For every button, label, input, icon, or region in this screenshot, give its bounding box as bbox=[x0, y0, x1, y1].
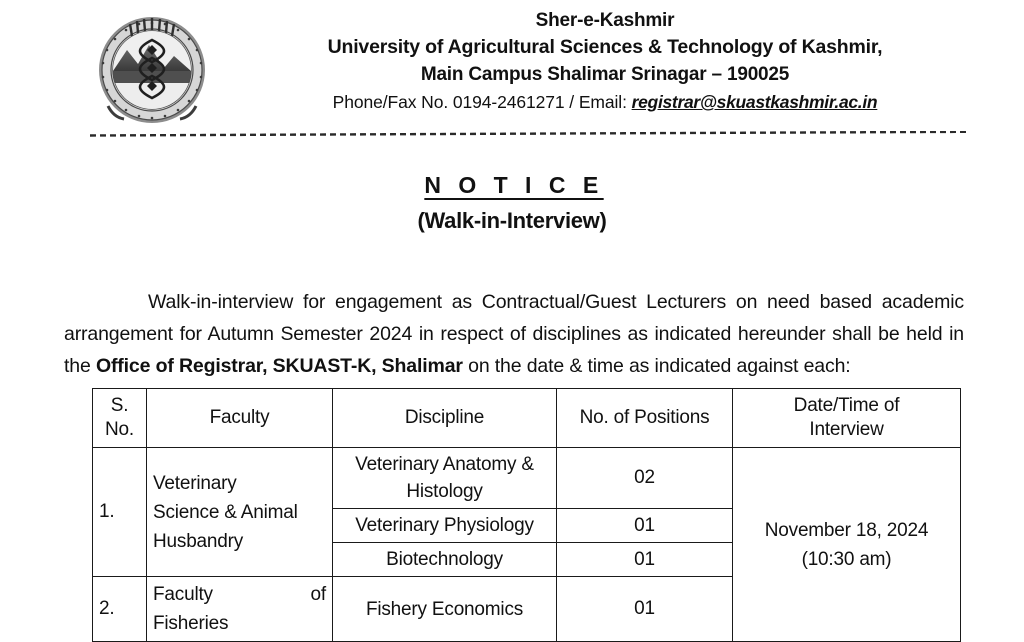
body-text-part2: on the date & time as indicated against each: bbox=[462, 354, 851, 377]
column-header-date-time bbox=[733, 389, 961, 448]
institution-name-line2: University of Agricultural Sciences & Technology of Kashmir, bbox=[327, 36, 883, 58]
discipline-name bbox=[333, 448, 557, 509]
table-header-row bbox=[93, 389, 961, 448]
notice-heading-block bbox=[0, 172, 1024, 234]
positions-count: 01 bbox=[557, 543, 733, 577]
notice-body-paragraph bbox=[64, 286, 964, 382]
page-subtitle: (Walk-in-Interview) bbox=[417, 208, 607, 233]
institution-name-line1: Sher-e-Kashmir bbox=[535, 10, 675, 31]
discipline-line2: Histology bbox=[406, 481, 483, 502]
discipline-name: Biotechnology bbox=[333, 543, 557, 577]
discipline-line1: Veterinary Anatomy & bbox=[355, 454, 534, 475]
positions-table bbox=[92, 388, 961, 642]
positions-count: 01 bbox=[557, 509, 733, 543]
table-body bbox=[93, 448, 961, 642]
interview-time: (10:30 am) bbox=[801, 548, 892, 570]
faculty-line1: Faculty of bbox=[153, 584, 326, 605]
discipline-name: Fishery Economics bbox=[333, 577, 557, 642]
interview-date-time bbox=[733, 448, 961, 642]
contact-line bbox=[225, 89, 985, 115]
row-serial-number: 1. bbox=[93, 448, 147, 577]
column-header-positions: No. of Positions bbox=[557, 389, 733, 448]
faculty-line2: Fisheries bbox=[153, 613, 229, 634]
faculty-line3: Husbandry bbox=[153, 530, 244, 552]
institution-address: Main Campus Shalimar Srinagar – 190025 bbox=[420, 64, 790, 85]
letterhead-text-block bbox=[225, 8, 985, 115]
date-header-line2: Interview bbox=[809, 419, 884, 440]
row-serial-number: 2. bbox=[93, 577, 147, 642]
row-faculty-name bbox=[147, 448, 333, 577]
body-text-part1: Walk-in-interview for engagement as Contractual/Guest Lecturers on need based academic arrangement for Autumn Semester 2024 in respect of disciplines as indicated hereunder shall be held in the bbox=[64, 290, 964, 377]
discipline-name: Veterinary Physiology bbox=[333, 509, 557, 543]
body-text-emphasis: Office of Registrar, SKUAST-K, Shalimar bbox=[95, 354, 463, 377]
interview-date: November 18, 2024 bbox=[764, 519, 929, 541]
column-header-faculty: Faculty bbox=[147, 389, 333, 448]
table-header bbox=[93, 389, 961, 448]
column-header-discipline: Discipline bbox=[333, 389, 557, 448]
column-header-serial-number bbox=[93, 389, 147, 448]
serial-header-line2: No. bbox=[105, 419, 134, 440]
letterhead bbox=[0, 0, 1024, 130]
date-header-line1: Date/Time of bbox=[793, 395, 900, 416]
faculty-line1: Veterinary bbox=[153, 472, 237, 494]
row-faculty-name bbox=[147, 577, 333, 642]
serial-header-line1: S. bbox=[110, 395, 129, 416]
registrar-email-link[interactable]: registrar@skuastkashmir.ac.in bbox=[631, 92, 878, 112]
table-row bbox=[93, 448, 961, 509]
university-emblem-icon bbox=[86, 14, 218, 130]
positions-count: 01 bbox=[557, 577, 733, 642]
positions-count: 02 bbox=[557, 448, 733, 509]
header-divider bbox=[90, 131, 970, 137]
faculty-line2: Science & Animal bbox=[153, 501, 298, 523]
phone-fax-label: Phone/Fax No. 0194-2461271 / Email: bbox=[332, 92, 632, 112]
page-title: N O T I C E bbox=[424, 172, 604, 198]
